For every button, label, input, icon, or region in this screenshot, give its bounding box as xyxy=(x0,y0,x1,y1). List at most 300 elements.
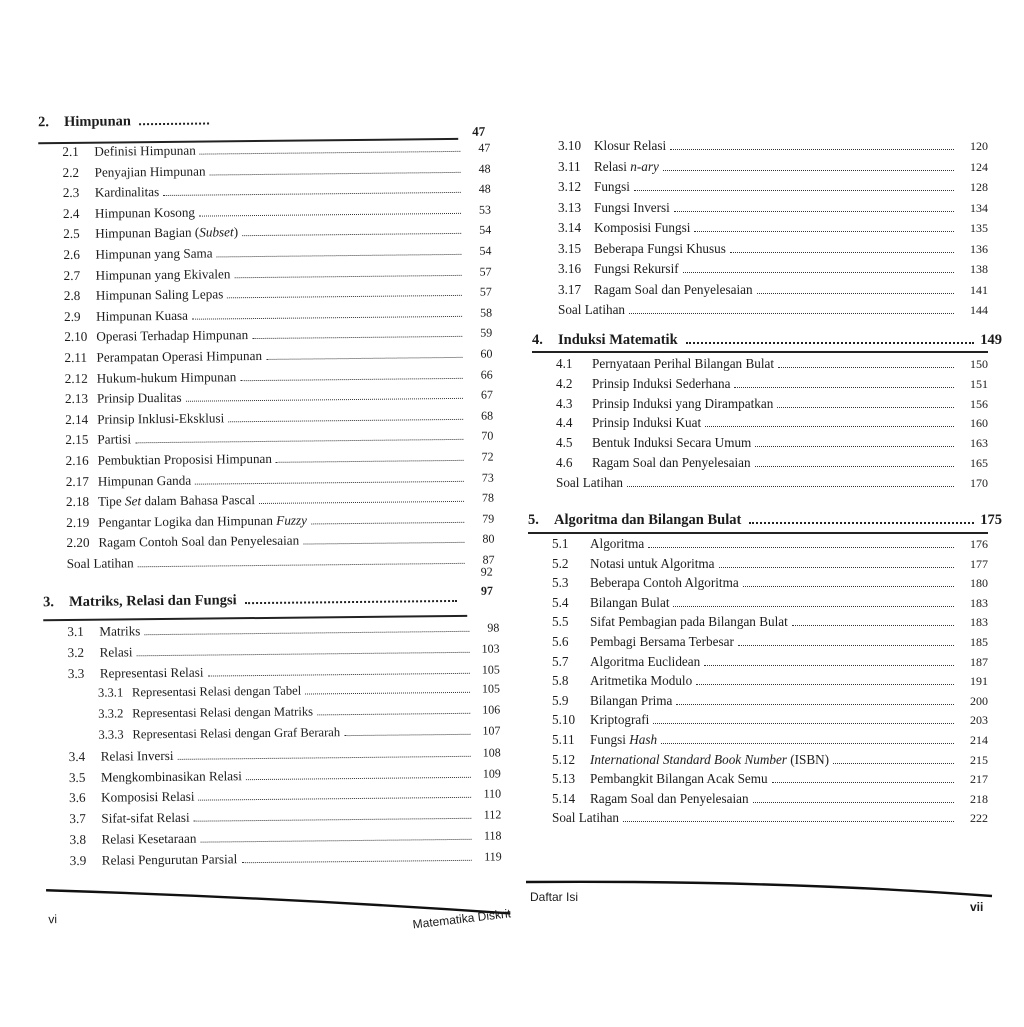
section-heading xyxy=(528,512,1002,529)
entry-title-text: Himpunan Bagian ( xyxy=(95,225,199,241)
entry-page-number: 108 xyxy=(479,745,501,760)
section-heading xyxy=(43,590,463,611)
entry-number: 5.11 xyxy=(552,732,590,748)
leader-dots xyxy=(629,313,954,314)
section-number: 3. xyxy=(43,594,69,611)
entry-number: 3.7 xyxy=(69,811,101,827)
entry-title-italic: Fuzzy xyxy=(276,512,307,527)
entry-page-number: 112 xyxy=(479,808,501,823)
leader-dots xyxy=(240,377,462,380)
toc-entry xyxy=(69,807,501,828)
entry-title-italic: Subset xyxy=(199,225,234,240)
toc-entry xyxy=(552,634,988,650)
entry-title-text: Bentuk Induksi Secara Umum xyxy=(592,435,751,450)
toc-entry xyxy=(98,723,500,742)
toc-entry xyxy=(64,304,492,324)
entry-page-number: 222 xyxy=(962,811,988,826)
entry-title-text: Pembuktian Proposisi Himpunan xyxy=(97,451,272,468)
leader-dots xyxy=(777,407,954,408)
entry-page-number: 144 xyxy=(962,303,988,318)
entry-number: 2.4 xyxy=(63,206,95,222)
section-heading xyxy=(532,332,1002,349)
leader-dots xyxy=(753,802,954,803)
toc-entry xyxy=(552,693,988,709)
entry-number: 3.16 xyxy=(558,261,594,277)
leader-dots xyxy=(757,293,954,294)
entry-number: 3.4 xyxy=(69,748,101,764)
leader-dots xyxy=(627,486,954,487)
toc-entry xyxy=(63,181,491,201)
section-page-number: 149 xyxy=(980,332,1002,349)
toc-entry xyxy=(66,510,494,530)
toc-entry xyxy=(558,302,988,318)
leader-dots xyxy=(311,522,464,525)
entry-title xyxy=(590,712,649,728)
toc-entry xyxy=(64,263,492,283)
entry-title xyxy=(594,200,670,216)
entry-title-text: Beberapa Contoh Algoritma xyxy=(590,575,739,590)
entry-title xyxy=(97,432,131,448)
entry-title xyxy=(590,575,739,591)
entry-title-text: Algoritma Euclidean xyxy=(590,654,700,669)
entry-page-number: 156 xyxy=(962,397,988,412)
entry-title xyxy=(95,204,195,221)
entry-title xyxy=(101,789,195,806)
footer-section-name: Daftar Isi xyxy=(530,890,578,904)
toc-entry xyxy=(98,703,500,722)
entry-title-text: Perampatan Operasi Himpunan xyxy=(96,348,262,365)
entry-title-text: Notasi untuk Algoritma xyxy=(590,556,715,571)
entry-page-number: 107 xyxy=(478,723,500,738)
entry-number: 3.3 xyxy=(68,665,100,681)
entry-page-number: 215 xyxy=(962,753,988,768)
toc-entry xyxy=(552,595,988,611)
entry-title xyxy=(590,752,829,768)
toc-entry xyxy=(69,827,501,848)
footer-page-number: vii xyxy=(970,900,983,914)
right-page xyxy=(520,0,1024,1024)
entry-title xyxy=(590,595,669,611)
entry-page-number: 48 xyxy=(469,182,491,197)
entry-number: 3.14 xyxy=(558,220,594,236)
leader-dots xyxy=(686,342,975,344)
entry-number: 2.10 xyxy=(64,329,96,345)
entry-title xyxy=(556,475,623,491)
entry-title-text: Beberapa Fungsi Khusus xyxy=(594,241,726,256)
entry-title-text: Relasi Pengurutan Parsial xyxy=(102,851,238,867)
footer-curve xyxy=(524,874,996,904)
entry-page-number: 78 xyxy=(472,491,494,506)
entry-page-number: 103 xyxy=(477,641,499,656)
leader-dots xyxy=(199,797,472,801)
toc-entry xyxy=(69,765,501,786)
entry-title xyxy=(95,245,212,262)
entry-title xyxy=(590,614,788,630)
entry-title xyxy=(94,163,205,180)
entry-number: 3.13 xyxy=(558,200,594,216)
entry-title-italic: Hash xyxy=(629,732,657,747)
toc-entry xyxy=(70,848,502,869)
toc-entry xyxy=(69,744,501,765)
entry-number: 3.15 xyxy=(558,241,594,257)
toc-entry xyxy=(552,732,988,748)
entry-title xyxy=(100,664,204,681)
section-rule xyxy=(528,532,988,534)
leader-dots xyxy=(207,672,469,676)
entry-page-number: 105 xyxy=(478,682,500,697)
toc-entry xyxy=(558,159,988,175)
entry-title xyxy=(95,184,160,201)
entry-title-suffix: (ISBN) xyxy=(787,752,829,767)
entry-page-number: 87 xyxy=(473,553,495,568)
entry-title xyxy=(67,555,134,572)
entry-number: 2.17 xyxy=(66,473,98,489)
leader-dots xyxy=(663,170,954,171)
entry-title-text: Himpunan Saling Lepas xyxy=(96,287,224,303)
entry-title-text: Soal Latihan xyxy=(552,810,619,825)
leader-dots xyxy=(186,398,463,402)
leader-dots xyxy=(648,547,954,548)
entry-number: 3.2 xyxy=(68,644,100,660)
leader-dots xyxy=(696,684,954,685)
entry-title-text: Representasi Relasi dengan Tabel xyxy=(132,684,301,700)
entry-number: 2.7 xyxy=(64,267,96,283)
entry-title-text: Klosur Relasi xyxy=(594,138,666,153)
leader-dots xyxy=(730,252,954,253)
entry-number: 5.3 xyxy=(552,575,590,591)
toc-entry xyxy=(558,261,988,277)
section-title: Himpunan xyxy=(64,113,131,131)
leader-dots xyxy=(138,563,465,567)
leader-dots xyxy=(192,316,462,320)
leader-dots xyxy=(676,704,954,705)
entry-page-number: 73 xyxy=(472,470,494,485)
entry-number: 2.5 xyxy=(63,226,95,242)
leader-dots xyxy=(245,600,457,604)
leader-dots xyxy=(734,387,954,388)
section-page-number: 175 xyxy=(980,512,1002,529)
entry-title xyxy=(590,634,734,650)
leader-dots xyxy=(242,233,461,236)
entry-title xyxy=(594,220,690,236)
entry-title-italic: International Standard Book Number xyxy=(590,752,787,767)
entry-page-number: 217 xyxy=(962,772,988,787)
section-number: 2. xyxy=(38,114,64,131)
entry-page-number: 60 xyxy=(470,347,492,362)
entry-number: 2.15 xyxy=(65,432,97,448)
entry-title-text: Definisi Himpunan xyxy=(94,143,196,159)
entry-title xyxy=(590,556,715,572)
entry-page-number: 214 xyxy=(962,733,988,748)
toc-entry xyxy=(552,752,988,768)
entry-page-number: 92 xyxy=(481,564,493,579)
entry-title-text: Bilangan Prima xyxy=(590,693,672,708)
entry-title xyxy=(98,533,299,551)
leader-dots xyxy=(673,606,954,607)
entry-page-number: 109 xyxy=(479,766,501,781)
entry-title-text: Relasi xyxy=(594,159,630,174)
entry-title-text: Hukum-hukum Himpunan xyxy=(97,369,237,385)
entry-number: 4.2 xyxy=(556,376,592,392)
toc-entry xyxy=(65,449,493,469)
leader-dots xyxy=(227,295,462,298)
entry-page-number: 54 xyxy=(469,223,491,238)
entry-page-number: 119 xyxy=(480,849,502,864)
entry-page-number: 70 xyxy=(471,429,493,444)
leader-dots xyxy=(719,567,954,568)
toc-entry xyxy=(64,284,492,304)
entry-number: 3.10 xyxy=(558,138,594,154)
toc-entry xyxy=(558,179,988,195)
leader-dots xyxy=(228,419,463,422)
leader-dots xyxy=(217,254,462,258)
entry-title-text: Prinsip Dualitas xyxy=(97,390,182,406)
toc-entry xyxy=(556,435,988,451)
toc-entry xyxy=(67,620,499,641)
entry-number: 5.5 xyxy=(552,614,590,630)
entry-page-number: 176 xyxy=(962,537,988,552)
entry-title xyxy=(132,705,313,722)
entry-number: 5.2 xyxy=(552,556,590,572)
leader-dots xyxy=(234,274,461,277)
entry-title xyxy=(594,159,659,175)
entry-title-text: Pernyataan Perihal Bilangan Bulat xyxy=(592,356,774,371)
entry-title xyxy=(592,376,730,392)
entry-title xyxy=(594,179,630,195)
entry-title-text: Komposisi Relasi xyxy=(101,789,195,805)
entry-title-text: Fungsi Inversi xyxy=(594,200,670,215)
leader-dots xyxy=(199,213,461,217)
entry-page-number: 128 xyxy=(962,180,988,195)
toc-entry xyxy=(64,346,492,366)
toc-entry xyxy=(556,415,988,431)
entry-page-number: 68 xyxy=(471,408,493,423)
entry-title xyxy=(97,390,182,407)
section-page-number: 97 xyxy=(481,584,493,599)
entry-title-text: Ragam Contoh Soal dan Penyelesaian xyxy=(98,533,299,550)
entry-page-number: 191 xyxy=(962,674,988,689)
entry-title xyxy=(552,810,619,826)
entry-page-number: 180 xyxy=(962,576,988,591)
entry-title xyxy=(590,536,644,552)
leader-dots xyxy=(163,192,461,196)
entry-title xyxy=(592,435,751,451)
entry-title xyxy=(592,356,774,372)
leader-dots xyxy=(755,446,954,447)
entry-number: 2.9 xyxy=(64,309,96,325)
leader-dots xyxy=(305,692,470,695)
entry-number: 2.8 xyxy=(64,288,96,304)
leader-dots xyxy=(344,734,470,736)
entry-title-text: Representasi Relasi dengan Matriks xyxy=(132,705,313,721)
entry-title xyxy=(594,282,753,298)
entry-page-number: 185 xyxy=(962,635,988,650)
entry-title-text: Representasi Relasi xyxy=(100,664,204,680)
entry-number: 2.3 xyxy=(63,185,95,201)
entry-number: 2.6 xyxy=(63,247,95,263)
toc-entry xyxy=(558,138,988,154)
entry-title-suffix: dalam Bahasa Pascal xyxy=(141,492,255,508)
entry-page-number: 67 xyxy=(471,388,493,403)
entry-number: 2.12 xyxy=(65,370,97,386)
toc-entry xyxy=(98,682,500,701)
entry-title-text: Ragam Soal dan Penyelesaian xyxy=(592,455,751,470)
entry-title xyxy=(98,512,307,530)
leader-dots xyxy=(200,839,471,843)
toc-entry xyxy=(68,640,500,661)
leader-dots xyxy=(144,631,469,635)
entry-number: 3.8 xyxy=(69,832,101,848)
leader-dots xyxy=(317,713,470,716)
entry-number: 2.20 xyxy=(66,535,98,551)
entry-title-text: Sifat Pembagian pada Bilangan Bulat xyxy=(590,614,788,629)
section-title: Matriks, Relasi dan Fungsi xyxy=(69,592,237,611)
entry-page-number: 163 xyxy=(962,436,988,451)
entry-title xyxy=(100,644,133,660)
entry-title-text: Komposisi Fungsi xyxy=(594,220,690,235)
entry-page-number: 54 xyxy=(469,244,491,259)
leader-dots xyxy=(705,426,954,427)
entry-title-text: Himpunan Kosong xyxy=(95,204,195,220)
entry-title xyxy=(594,241,726,257)
entry-page-number: 48 xyxy=(468,161,490,176)
toc-entry xyxy=(558,220,988,236)
entry-number: 2.2 xyxy=(62,164,94,180)
entry-page-number: 72 xyxy=(471,450,493,465)
entry-page-number: 138 xyxy=(962,262,988,277)
entry-number: 3.6 xyxy=(69,790,101,806)
entry-title xyxy=(98,492,255,510)
entry-page-number: 59 xyxy=(470,326,492,341)
entry-page-number: 80 xyxy=(472,532,494,547)
entry-number: 3.5 xyxy=(69,769,101,785)
leader-dots xyxy=(738,645,954,646)
entry-page-number: 58 xyxy=(470,305,492,320)
entry-title-text: Aritmetika Modulo xyxy=(590,673,692,688)
entry-title xyxy=(97,410,224,427)
entry-title-text: Bilangan Bulat xyxy=(590,595,669,610)
entry-page-number: 218 xyxy=(962,792,988,807)
entry-number: 5.12 xyxy=(552,752,590,768)
entry-title xyxy=(95,225,238,242)
entry-title-text: Soal Latihan xyxy=(556,475,623,490)
toc-entry xyxy=(552,712,988,728)
entry-title-text: Fungsi Rekursif xyxy=(594,261,679,276)
entry-title xyxy=(592,396,773,412)
entry-title xyxy=(590,673,692,689)
entry-title xyxy=(96,266,231,283)
toc-entry xyxy=(556,376,988,392)
entry-title-text: Soal Latihan xyxy=(67,555,134,571)
leader-dots xyxy=(252,336,462,339)
entry-title-text: Sifat-sifat Relasi xyxy=(101,810,189,826)
leader-dots xyxy=(303,542,464,545)
toc-entry xyxy=(552,673,988,689)
leader-dots xyxy=(755,466,954,467)
entry-title xyxy=(590,654,700,670)
toc-entry xyxy=(558,282,988,298)
entry-number: 2.1 xyxy=(62,144,94,160)
entry-page-number: 165 xyxy=(962,456,988,471)
entry-title-text: Mengkombinasikan Relasi xyxy=(101,768,242,784)
leader-dots xyxy=(694,231,954,232)
entry-page-number: 150 xyxy=(962,357,988,372)
entry-title xyxy=(96,328,248,346)
leader-dots xyxy=(266,357,462,360)
toc-entry xyxy=(552,556,988,572)
leader-dots xyxy=(778,367,954,368)
entry-page-number: 57 xyxy=(470,264,492,279)
toc-entry xyxy=(552,614,988,630)
toc-entry xyxy=(63,201,491,221)
entry-title-italic: n-ary xyxy=(630,159,659,174)
entry-number: 2.11 xyxy=(64,350,96,366)
entry-title-text: Himpunan yang Ekivalen xyxy=(96,266,231,282)
toc-entry xyxy=(69,786,501,807)
entry-title-italic: Set xyxy=(125,493,141,508)
toc-entry xyxy=(65,366,493,386)
entry-title-text: Soal Latihan xyxy=(558,302,625,317)
toc-entry xyxy=(552,810,988,826)
entry-title xyxy=(101,768,242,785)
leader-dots xyxy=(661,743,954,744)
entry-page-number: 203 xyxy=(962,713,988,728)
entry-page-number: 183 xyxy=(962,596,988,611)
entry-page-number: 160 xyxy=(962,416,988,431)
entry-number: 4.6 xyxy=(556,455,592,471)
entry-page-number: 105 xyxy=(478,662,500,677)
entry-title-text: Prinsip Inklusi-Eksklusi xyxy=(97,410,224,426)
toc-entry xyxy=(552,536,988,552)
entry-title-text: Kardinalitas xyxy=(95,184,160,200)
leader-dots xyxy=(653,723,954,724)
toc-entry xyxy=(558,200,988,216)
entry-title-text: Penyajian Himpunan xyxy=(94,163,205,179)
toc-entry xyxy=(66,490,494,510)
toc-entry xyxy=(67,552,495,572)
leader-dots xyxy=(195,480,464,484)
entry-page-number: 187 xyxy=(962,655,988,670)
entry-page-number: 66 xyxy=(471,367,493,382)
entry-title xyxy=(97,451,272,469)
leader-dots xyxy=(135,439,463,443)
toc-entry xyxy=(62,160,490,180)
entry-number: 2.18 xyxy=(66,494,98,510)
toc-entry xyxy=(558,241,988,257)
section-heading xyxy=(38,110,486,132)
entry-page-number: 79 xyxy=(472,511,494,526)
entry-number: 3.11 xyxy=(558,159,594,175)
entry-title xyxy=(132,725,340,742)
entry-number: 5.1 xyxy=(552,536,590,552)
entry-title-text: Pembangkit Bilangan Acak Semu xyxy=(590,771,768,786)
entry-number: 5.7 xyxy=(552,654,590,670)
entry-title xyxy=(98,472,192,489)
entry-title-text: Algoritma xyxy=(590,536,644,551)
entry-number: 5.6 xyxy=(552,634,590,650)
entry-title xyxy=(96,308,188,325)
entry-title-text: Ragam Soal dan Penyelesaian xyxy=(594,282,753,297)
toc-entry xyxy=(64,325,492,345)
section-title: Induksi Matematik xyxy=(558,332,678,349)
entry-title-text: Operasi Terhadap Himpunan xyxy=(96,328,248,345)
entry-number: 5.9 xyxy=(552,693,590,709)
entry-page-number: 110 xyxy=(479,787,501,802)
entry-title-text: Prinsip Induksi Kuat xyxy=(592,415,701,430)
entry-page-number: 136 xyxy=(962,242,988,257)
entry-title-text: Matriks xyxy=(99,623,140,638)
entry-number: 4.3 xyxy=(556,396,592,412)
